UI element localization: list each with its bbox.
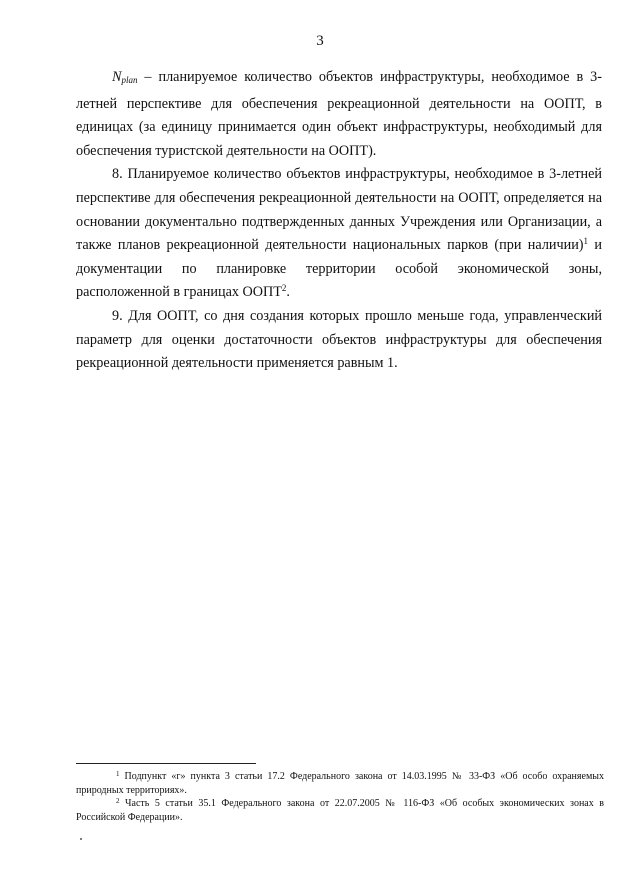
page-number: 3 [316,33,324,49]
paragraph-8-part3: . [286,284,290,301]
definition-text: – планируемое количество объектов инфраструктуры, необходимое в 3-летней перспективе для обеспечения рекреационной деятельности на ООПТ, в единицах (за единицу принимается один объект инфраструктуры, необходимый для обеспечения туристской деятельности на ООПТ). [76,69,602,159]
variable-n-plan [112,69,137,85]
footnote-1-text: Подпункт «г» пункта 3 статьи 17.2 Федерального закона от 14.03.1995 № 33-ФЗ «Об особо охраняемых природных территориях». [76,771,604,796]
scan-speck [80,838,82,840]
variable-subscript: plan [121,75,138,85]
paragraph-8 [76,163,602,305]
footnote-mark-2: 2 [116,797,120,805]
footnote-divider [76,763,256,764]
paragraph-8-part1: 8. Планируемое количество объектов инфраструктуры, необходимое в 3-летней перспективе для обеспечения рекреационной деятельности на ООПТ, определяется на основании документально подтвержденных данных Учреждения или Организации, а также планов рекреационной деятельности национальных парков (при наличии) [76,166,602,254]
footnote-ref-2[interactable]: 2 [281,283,287,294]
footnote-1 [76,770,604,797]
paragraph-9: 9. Для ООПТ, со дня создания которых прошло меньше года, управленческий параметр для оценки достаточности объектов инфраструктуры для обеспечения рекреационной деятельности применяется равным 1. [76,307,602,372]
footnote-2-text: Часть 5 статьи 35.1 Федерального закона от 22.07.2005 № 116-ФЗ «Об особых экономических зонах в Российской Федерации». [76,798,604,823]
footnote-ref-1[interactable]: 1 [583,236,589,247]
footnote-2 [76,797,604,824]
variable-symbol: N [112,69,122,85]
footnote-mark-1: 1 [116,770,120,778]
paragraph-8-part2: и документации по планировке территории особой экономической зоны, расположенной в границах ООПТ [76,237,603,301]
main-text [76,66,602,376]
footnotes [76,770,604,824]
definition-paragraph [76,66,602,163]
